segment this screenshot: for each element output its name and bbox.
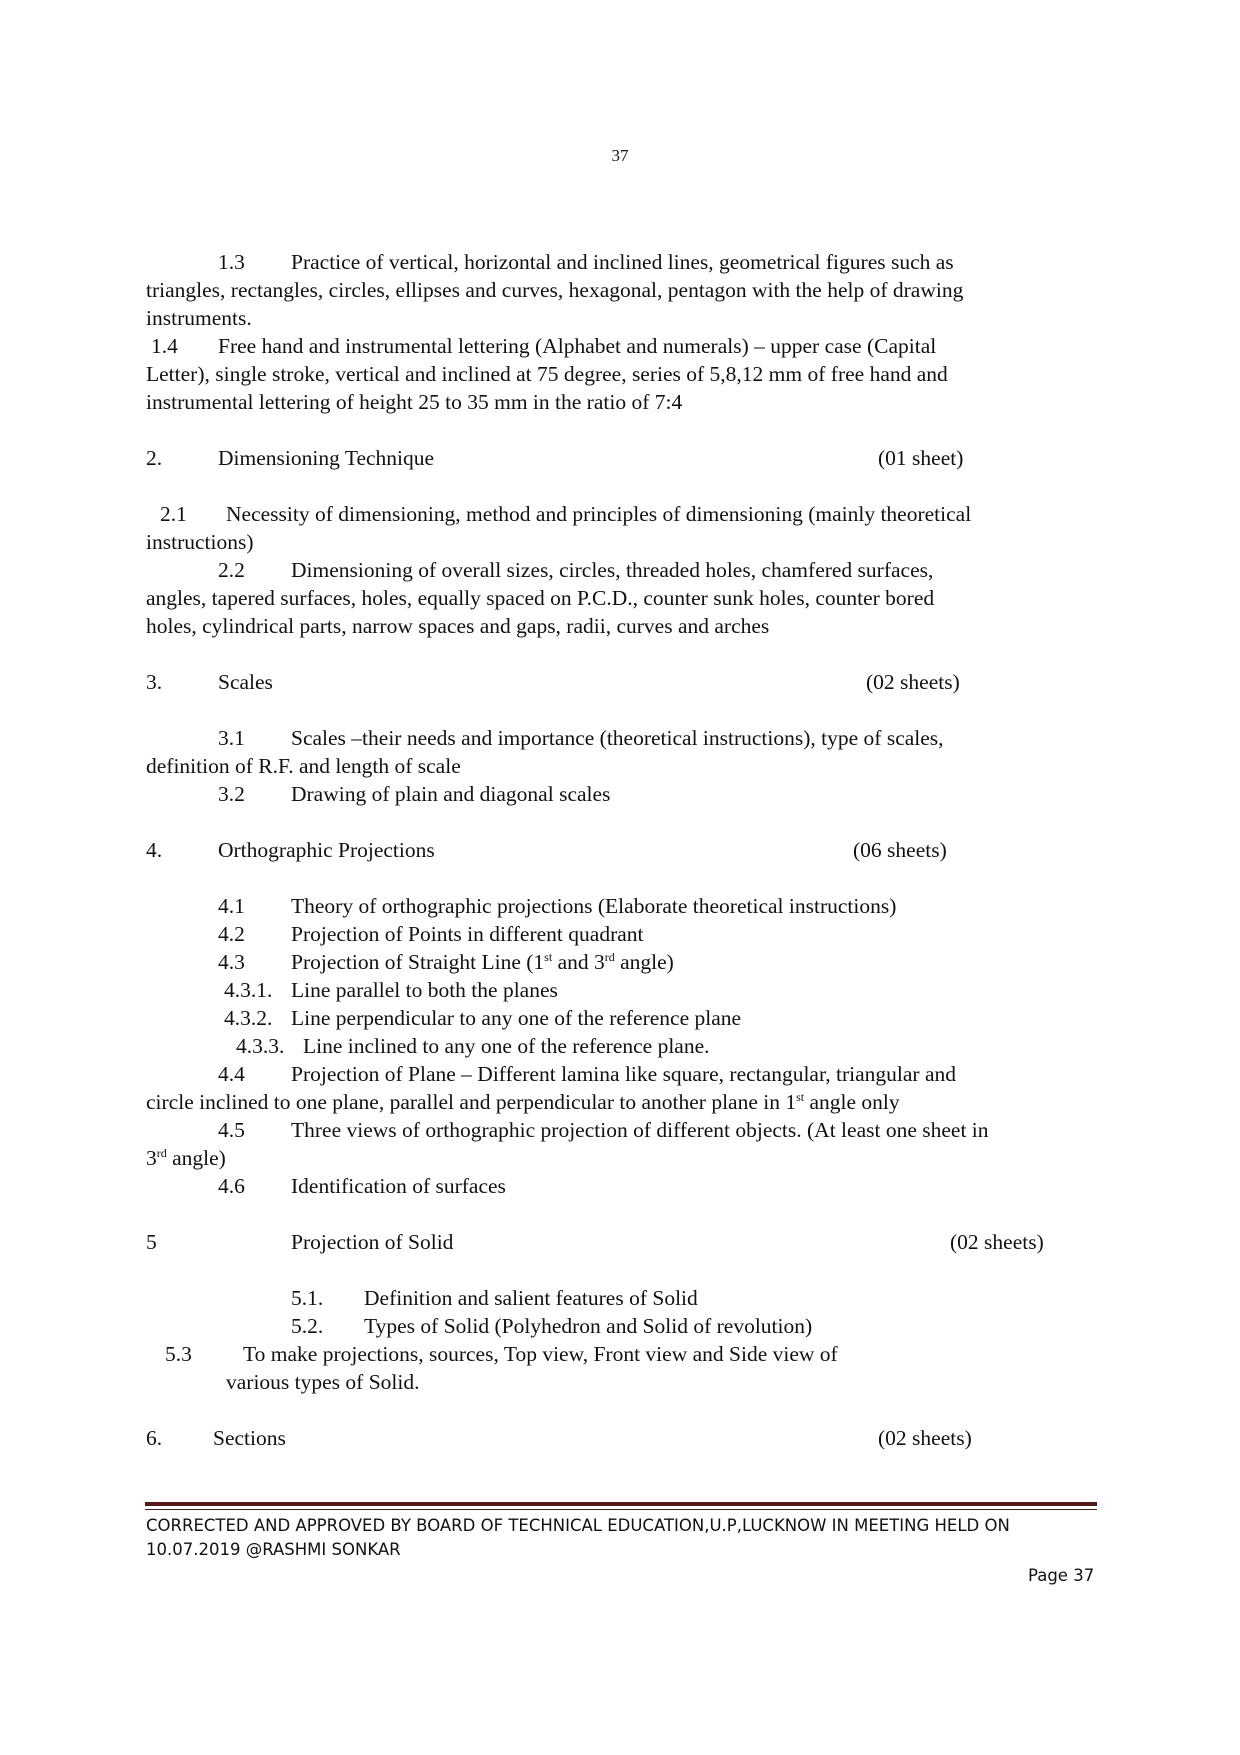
section-2-2-line-1: Dimensioning of overall sizes, circles, threaded holes, chamfered surfaces, <box>291 558 934 582</box>
section-4-3-text: Projection of Straight Line (1st and 3rd angle) <box>291 950 674 974</box>
section-4-6-text: Identification of surfaces <box>291 1174 506 1198</box>
section-4-3-1-number: 4.3.1. <box>224 978 273 1002</box>
section-4-title: Orthographic Projections <box>218 838 435 862</box>
section-2-1-line-1: Necessity of dimensioning, method and principles of dimensioning (mainly theoretical <box>226 502 972 526</box>
section-4-6-number: 4.6 <box>218 1174 245 1198</box>
section-5-2-text: Types of Solid (Polyhedron and Solid of revolution) <box>364 1314 813 1338</box>
section-3-1-number: 3.1 <box>218 726 245 750</box>
section-5-title: Projection of Solid <box>291 1230 454 1254</box>
section-4-2-text: Projection of Points in different quadrant <box>291 922 644 946</box>
section-5-3-line-2: various types of Solid. <box>226 1370 420 1394</box>
section-4-5-number: 4.5 <box>218 1118 245 1142</box>
section-4-3-number: 4.3 <box>218 950 245 974</box>
section-4-1-number: 4.1 <box>218 894 245 918</box>
section-4-3-3-number: 4.3.3. <box>236 1034 285 1058</box>
page-number: 37 <box>611 146 629 165</box>
section-4-4-number: 4.4 <box>218 1062 245 1086</box>
footer-page-label: Page 37 <box>1028 1566 1095 1585</box>
section-2-1-line-2: instructions) <box>146 530 254 554</box>
section-2-2-line-3: holes, cylindrical parts, narrow spaces and gaps, radii, curves and arches <box>146 614 770 638</box>
section-5-3-number: 5.3 <box>165 1342 192 1366</box>
section-3-title: Scales <box>218 670 273 694</box>
section-2-number: 2. <box>146 446 163 470</box>
section-4-5-line-1: Three views of orthographic projection of different objects. (At least one sheet in <box>291 1118 989 1142</box>
section-3-2-text: Drawing of plain and diagonal scales <box>291 782 611 806</box>
section-1-3-line-1: Practice of vertical, horizontal and inclined lines, geometrical figures such as <box>291 250 954 274</box>
section-5-1-number: 5.1. <box>291 1286 324 1310</box>
section-4-number: 4. <box>146 838 163 862</box>
section-4-3-1-text: Line parallel to both the planes <box>291 978 558 1002</box>
section-1-3-number: 1.3 <box>218 250 245 274</box>
section-1-4-line-1: Free hand and instrumental lettering (Alphabet and numerals) – upper case (Capital <box>218 334 937 358</box>
section-6-title: Sections <box>213 1426 286 1450</box>
section-3-sheets: (02 sheets) <box>866 670 960 694</box>
footer-approval-line-1: CORRECTED AND APPROVED BY BOARD OF TECHNICAL EDUCATION,U.P,LUCKNOW IN MEETING HELD ON <box>146 1516 1010 1535</box>
section-3-2-number: 3.2 <box>218 782 245 806</box>
section-1-4-line-2: Letter), single stroke, vertical and inclined at 75 degree, series of 5,8,12 mm of free hand and <box>146 362 948 386</box>
section-2-1-number: 2.1 <box>160 502 187 526</box>
section-1-4-number: 1.4 <box>151 334 178 358</box>
section-4-sheets: (06 sheets) <box>853 838 947 862</box>
section-4-4-line-2: circle inclined to one plane, parallel and perpendicular to another plane in 1st angle only <box>146 1090 900 1114</box>
section-3-1-line-2: definition of R.F. and length of scale <box>146 754 461 778</box>
section-4-5-line-2: 3rd angle) <box>146 1146 226 1170</box>
section-5-2-number: 5.2. <box>291 1314 324 1338</box>
section-3-1-line-1: Scales –their needs and importance (theoretical instructions), type of scales, <box>291 726 944 750</box>
section-2-2-line-2: angles, tapered surfaces, holes, equally spaced on P.C.D., counter sunk holes, counter bored <box>146 586 935 610</box>
section-5-number: 5 <box>146 1230 157 1254</box>
section-4-1-text: Theory of orthographic projections (Elaborate theoretical instructions) <box>291 894 897 918</box>
section-3-number: 3. <box>146 670 163 694</box>
section-6-sheets: (02 sheets) <box>878 1426 972 1450</box>
section-4-3-2-text: Line perpendicular to any one of the reference plane <box>291 1006 742 1030</box>
section-2-2-number: 2.2 <box>218 558 245 582</box>
footer-rule-thin <box>145 1509 1097 1510</box>
footer-approval-line-2: 10.07.2019 @RASHMI SONKAR <box>146 1540 401 1559</box>
section-2-sheets: (01 sheet) <box>878 446 964 470</box>
section-6-number: 6. <box>146 1426 163 1450</box>
section-4-3-3-text: Line inclined to any one of the reference plane. <box>303 1034 710 1058</box>
section-2-title: Dimensioning Technique <box>218 446 435 470</box>
section-4-3-2-number: 4.3.2. <box>224 1006 273 1030</box>
section-4-2-number: 4.2 <box>218 922 245 946</box>
section-4-4-line-1: Projection of Plane – Different lamina like square, rectangular, triangular and <box>291 1062 956 1086</box>
section-1-3-line-3: instruments. <box>146 306 252 330</box>
footer-rule-thick <box>145 1502 1097 1506</box>
section-1-3-line-2: triangles, rectangles, circles, ellipses and curves, hexagonal, pentagon with the help of drawing <box>146 278 964 302</box>
section-1-4-line-3: instrumental lettering of height 25 to 35 mm in the ratio of 7:4 <box>146 390 683 414</box>
section-5-3-line-1: To make projections, sources, Top view, Front view and Side view of <box>243 1342 838 1366</box>
section-5-1-text: Definition and salient features of Solid <box>364 1286 698 1310</box>
section-5-sheets: (02 sheets) <box>950 1230 1044 1254</box>
